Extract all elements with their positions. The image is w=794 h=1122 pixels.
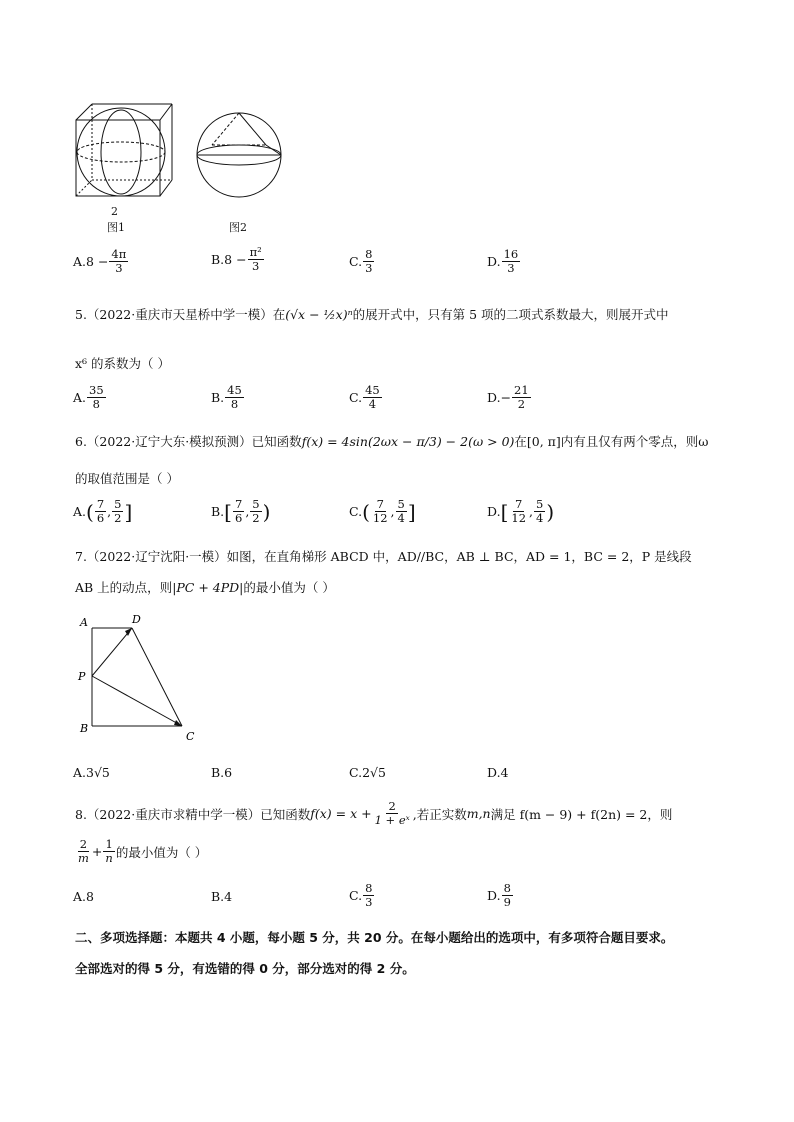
q6-stem: 6.（2022·辽宁大东·模拟预测）已知函数f(x) = 4sin(2ωx − π/3) − 2(ω > 0)在[0, π]内有且仅有两个零点，则ω <box>75 434 709 449</box>
q5-option-d[interactable]: D. − $\frac{21}{2}$ <box>487 383 529 412</box>
label-d: D <box>132 613 141 626</box>
q8-stem: 8.（2022·重庆市求精中学一模）已知函数 f(x) = x + $\frac{2}{\text{1 + eˣ}}$ ,若正实数 m,n 满足 f(m − 9) + f(2n) = 2，则 <box>75 799 673 828</box>
q8-option-d[interactable]: D. $\frac{8}{9}$ <box>487 881 511 910</box>
q7-option-c[interactable]: C.2√5 <box>349 765 386 780</box>
section-2-scoring: 全部选对的得 5 分，有选错的得 0 分，部分选对的得 2 分。 <box>75 961 415 976</box>
label-a: A <box>80 616 88 629</box>
label-b: B <box>80 722 89 735</box>
label-c: C <box>186 730 195 743</box>
q4-option-b[interactable]: B. 8 − $\frac{\text{π²}}{3}$ <box>211 245 262 274</box>
figure-1-cube-sphere <box>68 100 178 208</box>
q5-stem-line2: x⁶ 的系数为（ ） <box>75 356 171 371</box>
section-2-heading: 二、多项选择题：本题共 4 小题，每小题 5 分，共 20 分。在每小题给出的选项中，有多项符合题目要求。 <box>75 930 674 945</box>
q7-stem: 7.（2022·辽宁沈阳·一模）如图，在直角梯形 ABCD 中，AD//BC，AB ⊥ BC，AD = 1，BC = 2，P 是线段 <box>75 549 692 564</box>
q8-option-b[interactable]: B.4 <box>211 889 233 904</box>
figure-1-dimension: 2 <box>111 205 118 218</box>
q7-option-a[interactable]: A.3√5 <box>73 765 110 780</box>
q4-option-d[interactable]: D. $\frac{16}{3}$ <box>487 247 519 276</box>
q7-option-b[interactable]: B.6 <box>211 765 233 780</box>
vector-pc <box>92 676 182 726</box>
figure-1-caption: 图1 <box>107 221 125 234</box>
q6-option-a[interactable]: A. ( $\frac{7}{6}$ , $\frac{5}{2}$ ] <box>73 497 133 526</box>
figure-2-caption: 图2 <box>229 221 247 234</box>
q8-stem-line2: $\frac{2}{m}$ + $\frac{1}{n}$ 的最小值为（ ） <box>78 837 208 866</box>
q6-option-c[interactable]: C. ( $\frac{7}{12}$ , $\frac{5}{4}$ ] <box>349 497 416 526</box>
q4-option-a[interactable]: A. 8 − $\frac{4\pi}{3}$ <box>73 247 127 276</box>
q7-option-d[interactable]: D.4 <box>487 765 509 780</box>
label-p: P <box>78 670 86 683</box>
segment-dc <box>132 628 182 726</box>
q7-stem-line2: AB 上的动点，则|PC + 4PD|的最小值为（ ） <box>75 580 335 595</box>
figure-2-sphere <box>194 110 284 200</box>
q5-option-a[interactable]: A. $\frac{35}{8}$ <box>73 383 104 412</box>
q4-option-c[interactable]: C. $\frac{8}{3}$ <box>349 247 373 276</box>
q8-option-a[interactable]: A.8 <box>73 889 94 904</box>
q5-option-b[interactable]: B. $\frac{45}{8}$ <box>211 383 242 412</box>
q5-option-c[interactable]: C. $\frac{45}{4}$ <box>349 383 380 412</box>
vector-pd <box>92 628 132 676</box>
q6-stem-line2: 的取值范围是（ ） <box>75 471 179 486</box>
q6-option-d[interactable]: D. [ $\frac{7}{12}$ , $\frac{5}{4}$ ) <box>487 497 555 526</box>
q6-option-b[interactable]: B. [ $\frac{7}{6}$ , $\frac{5}{2}$ ) <box>211 497 271 526</box>
q5-stem: 5.（2022·重庆市天星桥中学一模）在(√x − ½x)ⁿ的展开式中，只有第 5 项的二项式系数最大，则展开式中 <box>75 307 669 322</box>
q8-option-c[interactable]: C. $\frac{8}{3}$ <box>349 881 373 910</box>
q7-trapezoid-figure <box>70 610 210 750</box>
